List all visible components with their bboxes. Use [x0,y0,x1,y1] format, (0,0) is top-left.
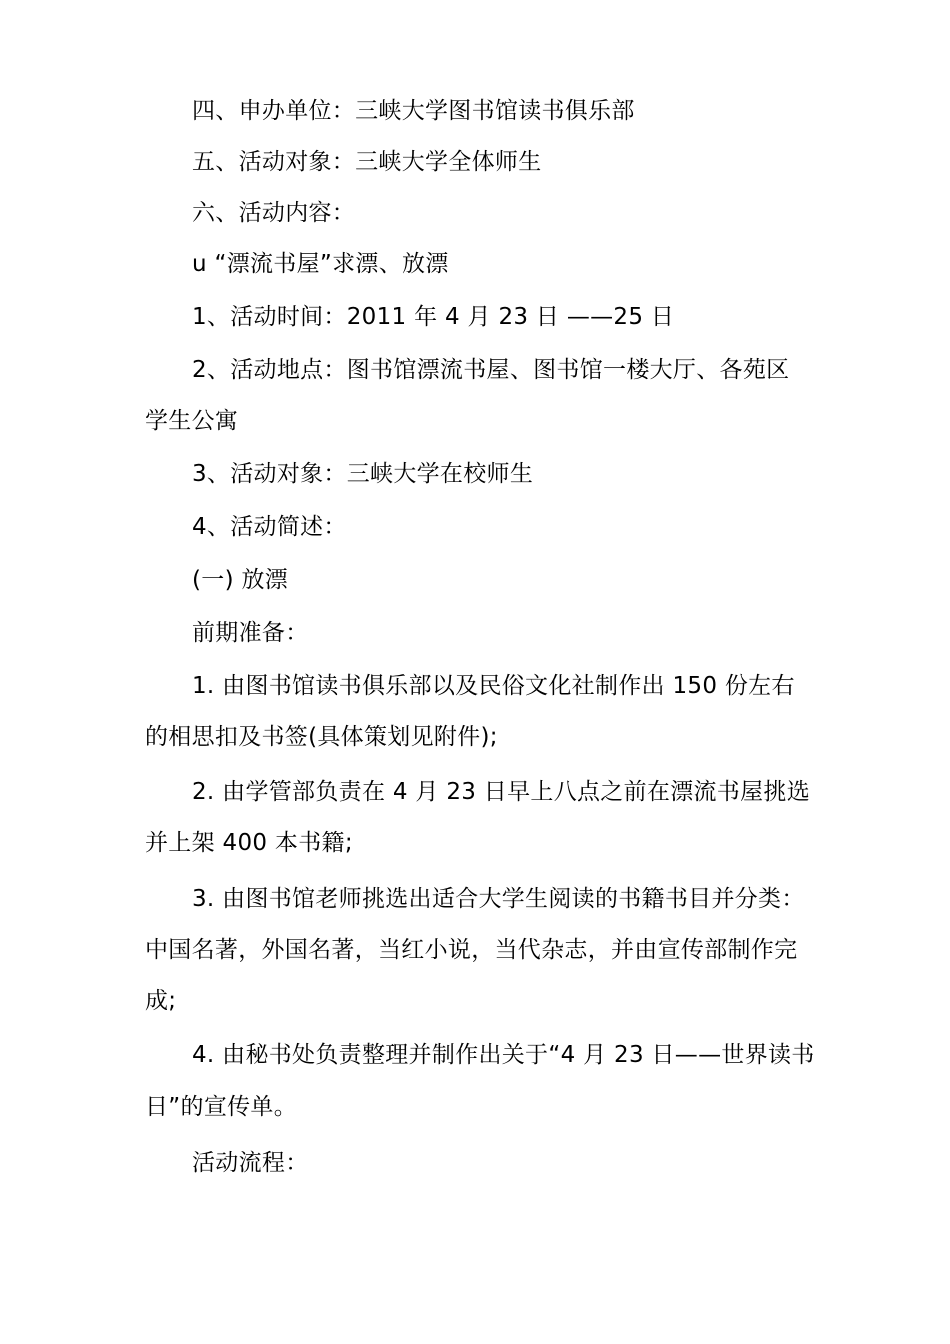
item-activity-time: 1、活动时间：2011 年 4 月 23 日 ——25 日 [192,304,675,330]
subsection-drift-house: u “漂流书屋”求漂、放漂 [192,251,449,277]
prep-item-3-cont: 中国名著，外国名著，当红小说，当代杂志，并由宣传部制作完 [145,937,798,963]
item-activity-summary: 4、活动简述： [192,514,347,540]
heading-preparation: 前期准备： [192,620,309,646]
prep-item-4-cont: 日”的宣传单。 [145,1094,298,1120]
section-content-heading: 六、活动内容： [192,200,356,226]
section-audience: 五、活动对象：三峡大学全体师生 [192,149,542,175]
prep-item-1-cont: 的相思扣及书签(具体策划见附件); [145,724,498,750]
prep-item-1: 1. 由图书馆读书俱乐部以及民俗文化社制作出 150 份左右 [192,673,795,699]
subheading-release: (一) 放漂 [192,567,289,593]
item-activity-location: 2、活动地点：图书馆漂流书屋、图书馆一楼大厅、各苑区 [192,357,790,383]
heading-activity-flow: 活动流程： [192,1150,309,1176]
prep-item-4: 4. 由秘书处负责整理并制作出关于“4 月 23 日——世界读书 [192,1042,815,1068]
item-activity-location-cont: 学生公寓 [145,408,239,434]
item-activity-audience: 3、活动对象：三峡大学在校师生 [192,461,534,487]
prep-item-2-cont: 并上架 400 本书籍; [145,830,353,856]
prep-item-3: 3. 由图书馆老师挑选出适合大学生阅读的书籍书目并分类： [192,886,805,912]
prep-item-2: 2. 由学管部负责在 4 月 23 日早上八点之前在漂流书屋挑选 [192,779,810,805]
prep-item-3-cont-2: 成; [145,988,177,1014]
section-sponsor: 四、申办单位：三峡大学图书馆读书俱乐部 [192,98,635,124]
